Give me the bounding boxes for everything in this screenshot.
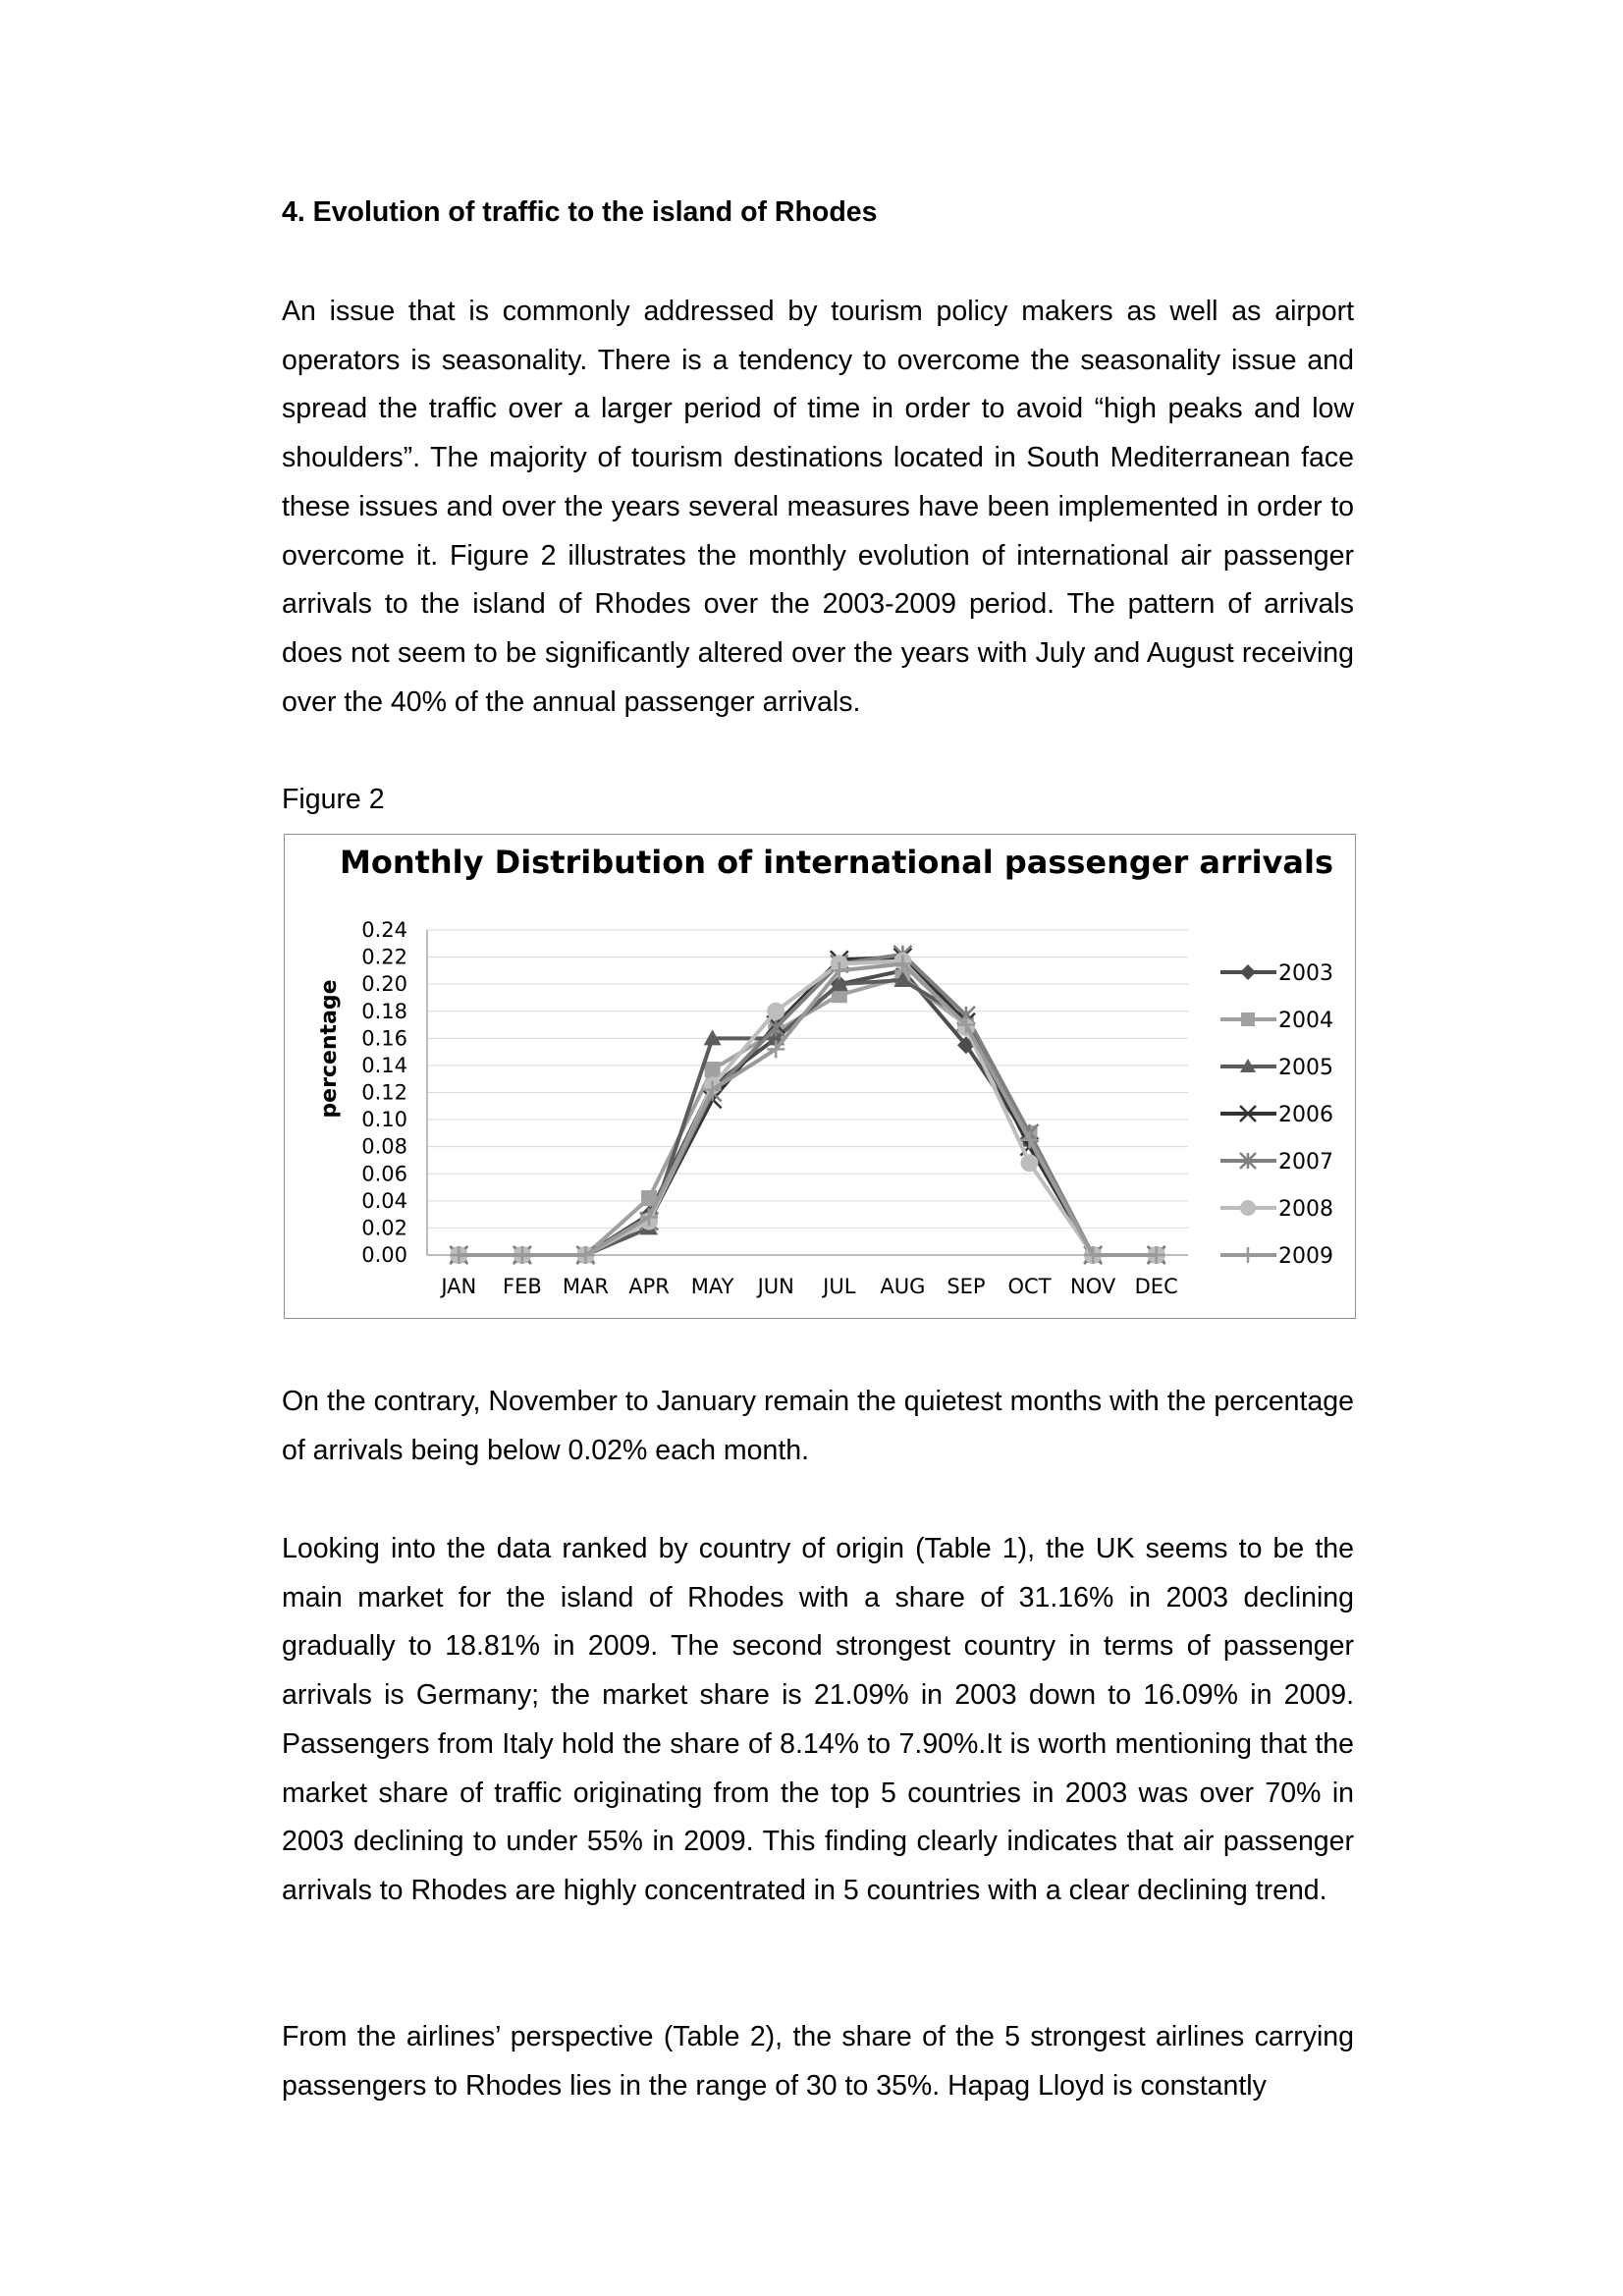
- data-point: [705, 1062, 721, 1077]
- y-tick-label: 0.24: [361, 918, 407, 942]
- y-tick-label: 0.20: [361, 972, 407, 997]
- section-heading: 4. Evolution of traffic to the island of Rhodes: [282, 196, 878, 228]
- data-point: [1240, 1200, 1256, 1216]
- y-tick-label: 0.18: [361, 999, 407, 1023]
- x-tick-label: JUL: [823, 1275, 856, 1298]
- y-tick-label: 0.02: [361, 1216, 407, 1240]
- x-tick-label: SEP: [947, 1275, 986, 1298]
- figure-label: Figure 2: [282, 784, 385, 815]
- series-line: [459, 980, 1156, 1255]
- legend-label: 2004: [1278, 1009, 1333, 1033]
- series-2007: [450, 946, 1164, 1264]
- y-axis-label: percentage: [317, 979, 342, 1119]
- x-tick-label: APR: [628, 1275, 670, 1298]
- legend-entry: [1220, 1244, 1333, 1269]
- data-point: [767, 1003, 784, 1020]
- legend-entry: [1220, 961, 1333, 986]
- y-tick-label: 0.14: [361, 1053, 407, 1077]
- x-tick-label: OCT: [1007, 1275, 1052, 1298]
- series-2008: [450, 953, 1164, 1264]
- paragraph-seasonality: An issue that is commonly addressed by tourism policy makers as well as airport operators is seasonality. There is a tendency to overcome the seasonality issue and spread the traffic over a larger period of time in order to avoid “high peaks and low shoulders”. The majority of tourism destinations located in South Mediterranean face these issues and over the years several measures have been implemented in order to overcome it. Figure 2 illustrates the monthly evolution of international air passenger arrivals to the island of Rhodes over the 2003-2009 period. The pattern of arrivals does not seem to be significantly altered over the years with July and August receiving over the 40% of the annual passenger arrivals.: [282, 296, 1354, 718]
- paragraph-airlines: From the airlines’ perspective (Table 2), the share of the 5 strongest airlines carrying passengers to Rhodes lies in the range of 30 to 35%. Hapag Lloyd is constantly: [282, 2021, 1354, 2102]
- figure-2-chart: [284, 834, 1356, 1319]
- legend-label: 2007: [1278, 1150, 1333, 1175]
- series-line: [459, 977, 1156, 1255]
- series-2009: [450, 955, 1164, 1264]
- y-tick-label: 0.06: [361, 1162, 407, 1186]
- x-tick-label: JUN: [757, 1275, 794, 1298]
- data-point: [1240, 1247, 1256, 1263]
- data-point: [1241, 1012, 1255, 1026]
- x-tick-label: MAY: [690, 1275, 734, 1298]
- legend-label: 2006: [1278, 1103, 1333, 1127]
- legend-entry: [1220, 1103, 1333, 1127]
- x-tick-label: MAR: [562, 1275, 609, 1298]
- data-point: [1021, 1154, 1039, 1172]
- legend-label: 2009: [1278, 1244, 1333, 1269]
- x-tick-label: JAN: [441, 1275, 477, 1298]
- series-line: [459, 961, 1156, 1255]
- y-tick-label: 0.12: [361, 1080, 407, 1105]
- y-tick-label: 0.10: [361, 1108, 407, 1132]
- legend-label: 2005: [1278, 1056, 1333, 1080]
- legend-entry: [1220, 1197, 1333, 1222]
- line-chart: [285, 835, 1357, 1320]
- legend-label: 2003: [1278, 961, 1333, 986]
- x-tick-label: AUG: [880, 1275, 926, 1298]
- x-tick-label: DEC: [1134, 1275, 1178, 1298]
- legend-entry: [1220, 1009, 1333, 1033]
- x-tick-label: NOV: [1070, 1275, 1116, 1298]
- y-tick-label: 0.04: [361, 1188, 407, 1213]
- legend-label: 2008: [1278, 1197, 1333, 1222]
- data-point: [1240, 964, 1256, 980]
- x-tick-label: FEB: [502, 1275, 542, 1298]
- y-tick-label: 0.08: [361, 1134, 407, 1159]
- chart-title: Monthly Distribution of international passenger arrivals: [339, 844, 1334, 881]
- y-tick-label: 0.00: [361, 1243, 407, 1267]
- legend-entry: [1220, 1056, 1333, 1080]
- paragraph-country-origin: Looking into the data ranked by country of origin (Table 1), the UK seems to be the main market for the island of Rhodes with a share of 31.16% in 2003 declining gradually to 18.81% in 2009. The second strongest country in terms of passenger arrivals is Germany; the market share is 21.09% in 2003 down to 16.09% in 2009. Passengers from Italy hold the share of 8.14% to 7.90%.It is worth mentioning that the market share of traffic originating from the top 5 countries in 2003 was over 70% in 2003 declining to under 55% in 2009. This finding clearly indicates that air passenger arrivals to Rhodes are highly concentrated in 5 countries with a clear declining trend.: [282, 1533, 1354, 1906]
- y-tick-label: 0.16: [361, 1026, 407, 1051]
- series-line: [459, 955, 1156, 1255]
- legend-entry: [1220, 1150, 1333, 1175]
- series-line: [459, 963, 1156, 1255]
- y-tick-label: 0.22: [361, 945, 407, 969]
- series-line: [459, 957, 1156, 1255]
- paragraph-quiet-months: On the contrary, November to January remain the quietest months with the percentage of arrivals being below 0.02% each month.: [282, 1386, 1354, 1466]
